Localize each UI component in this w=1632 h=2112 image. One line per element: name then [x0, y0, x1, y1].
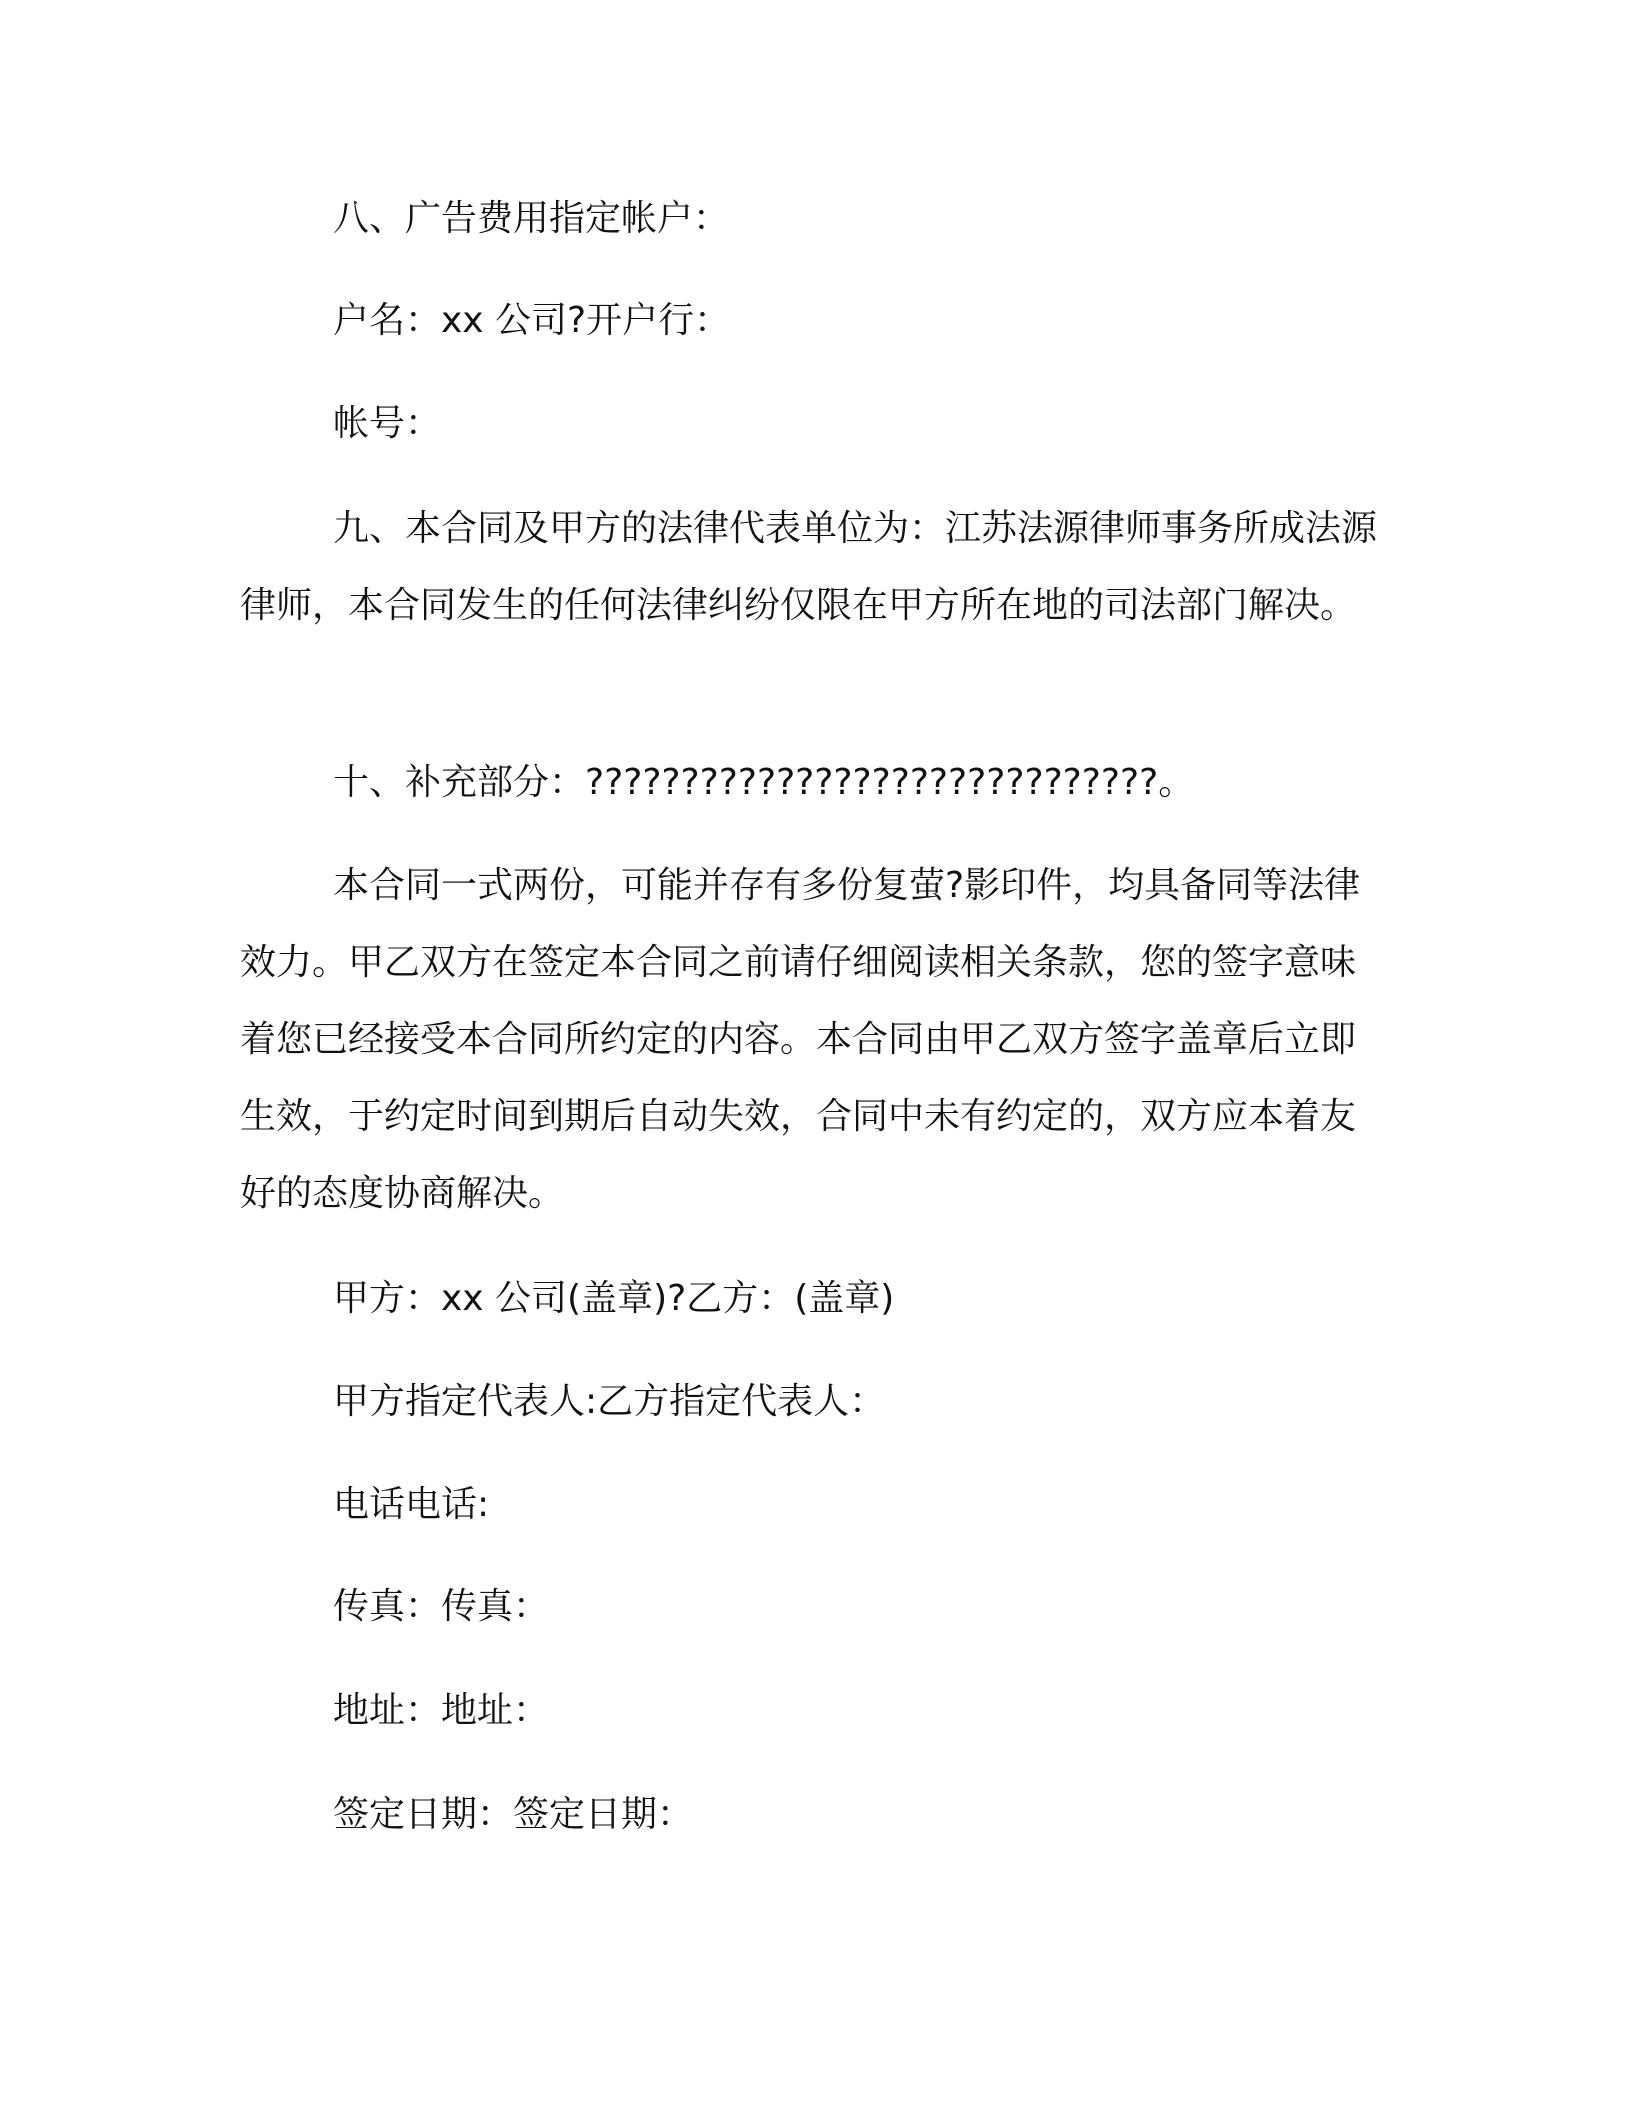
phone-line: 电话电话: [333, 1484, 490, 1525]
general-terms-paragraph: 本合同一式两份，可能并存有多份复萤?影印件，均具备同等法律效力。甲乙双方在签定本合同之前请仔细阅读相关条款，您的签字意味着您已经接受本合同所约定的内容。本合同由甲乙双方签字盖章后立即生效，于约定时间到期后自动失效，合同中未有约定的，双方应本着友好的态度协商解决。 [240, 865, 1361, 1214]
sign-date-line: 签定日期：签定日期： [333, 1794, 694, 1835]
parties-line: 甲方：xx 公司(盖章)?乙方：(盖章) [333, 1278, 895, 1319]
representatives-line: 甲方指定代表人:乙方指定代表人： [333, 1381, 886, 1422]
account-number-line: 帐号： [333, 403, 442, 444]
clause-ten-line: 十、补充部分：??????????????????????????????。 [333, 762, 1195, 803]
account-name-line: 户名：xx 公司?开户行： [333, 300, 731, 341]
fax-line: 传真：传真： [333, 1586, 550, 1627]
address-line: 地址：地址： [333, 1690, 550, 1731]
account-heading: 八、广告费用指定帐户： [333, 198, 730, 239]
clause-nine-paragraph: 九、本合同及甲方的法律代表单位为：江苏法源律师事务所成法源律师，本合同发生的任何法律纠纷仅限在甲方所在地的司法部门解决。 [240, 508, 1378, 626]
